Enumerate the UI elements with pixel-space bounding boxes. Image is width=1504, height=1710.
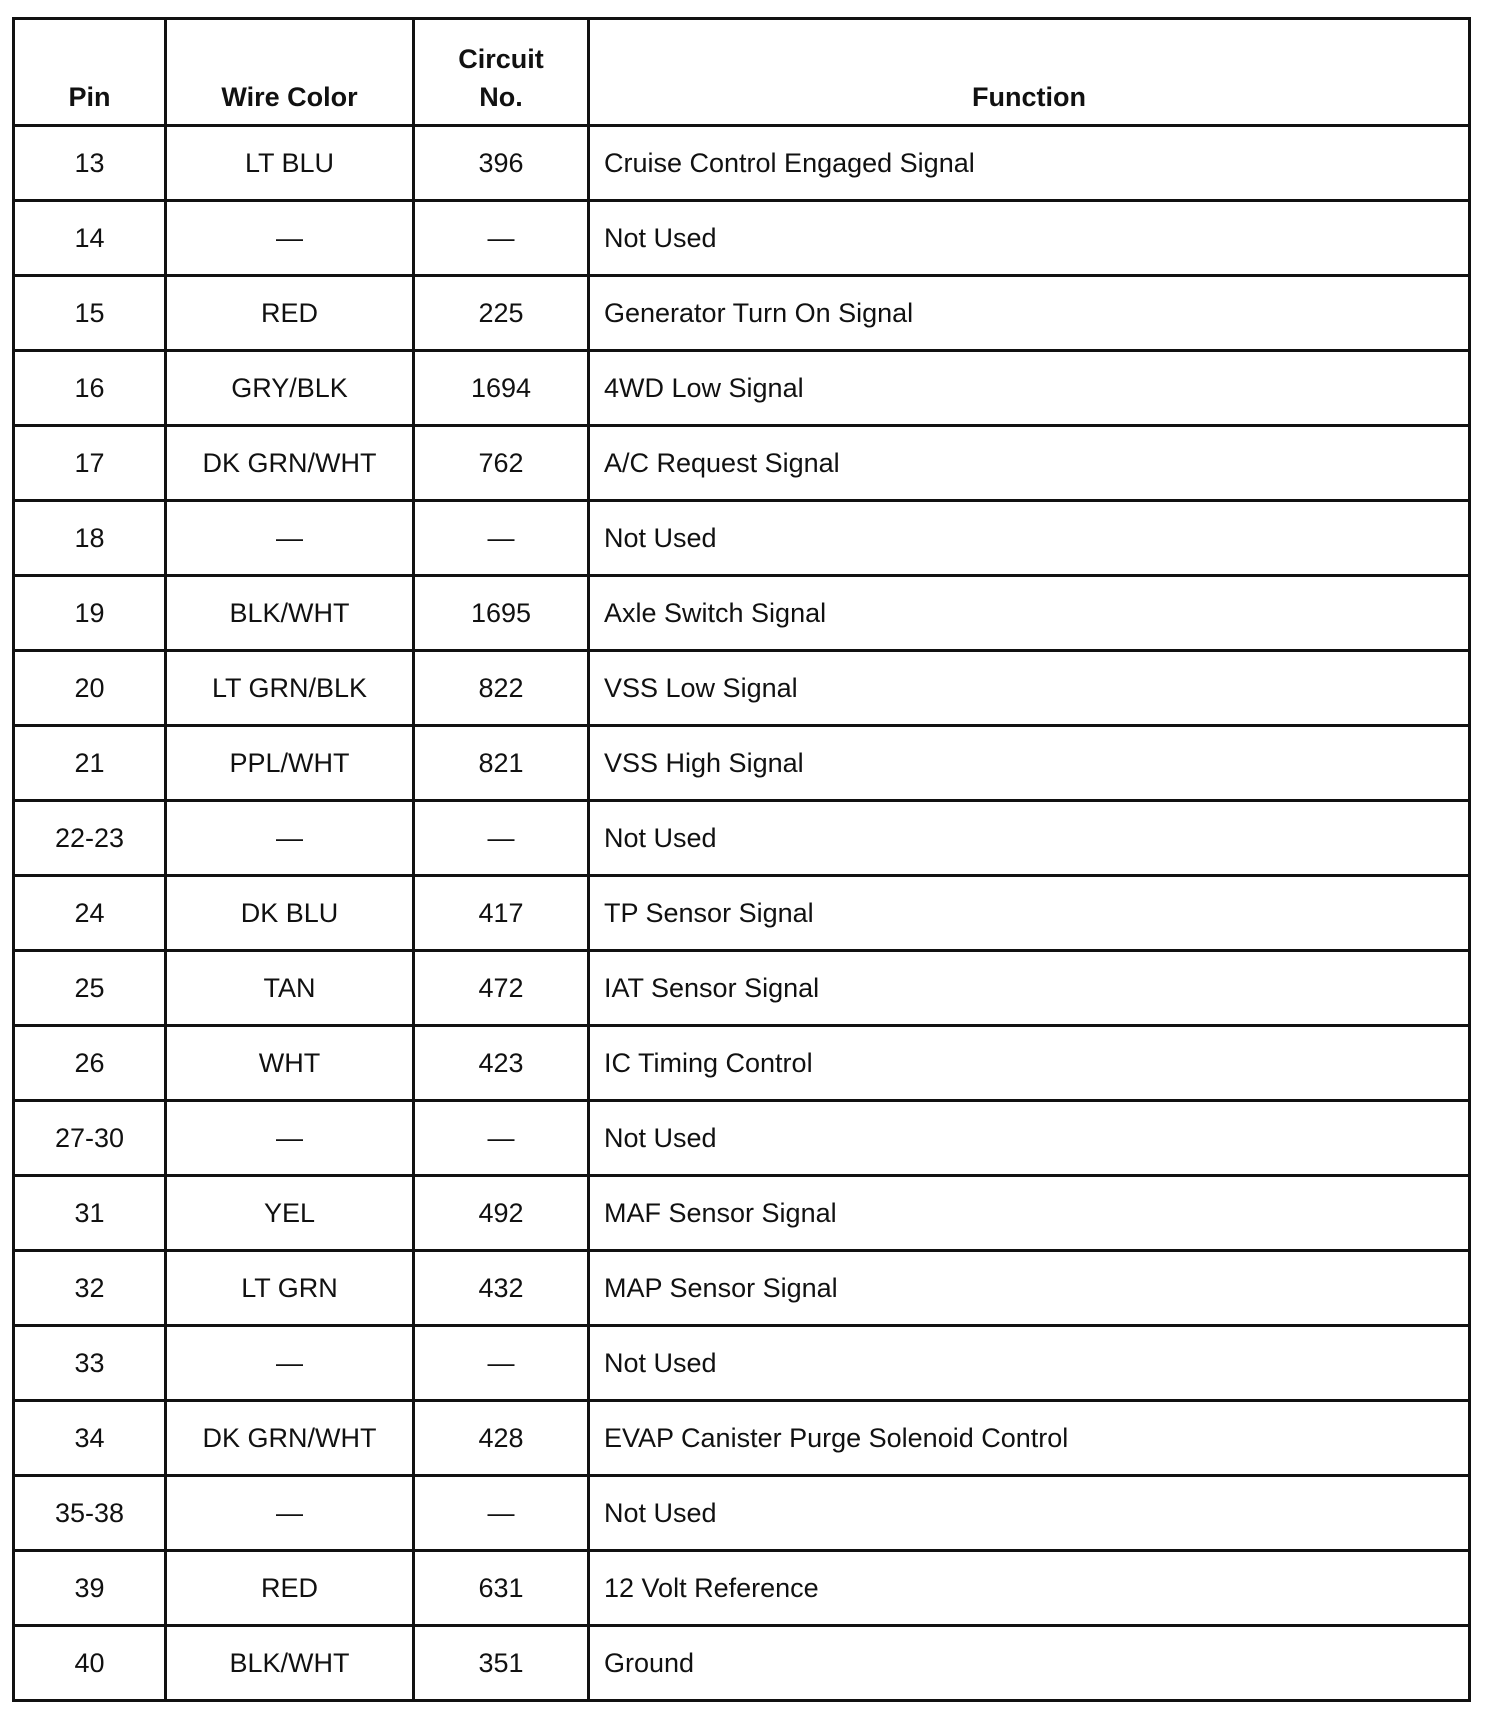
cell-wire-color: GRY/BLK <box>166 351 414 426</box>
cell-pin: 35-38 <box>14 1476 166 1551</box>
table-row <box>14 201 1470 276</box>
cell-wire-color: — <box>166 1101 414 1176</box>
cell-function: A/C Request Signal <box>589 426 1470 501</box>
cell-pin: 27-30 <box>14 1101 166 1176</box>
cell-wire-color: YEL <box>166 1176 414 1251</box>
table-row <box>14 726 1470 801</box>
cell-pin: 13 <box>14 126 166 201</box>
cell-wire-color: DK GRN/WHT <box>166 426 414 501</box>
cell-function: Not Used <box>589 801 1470 876</box>
cell-wire-color: — <box>166 801 414 876</box>
cell-pin: 20 <box>14 651 166 726</box>
cell-wire-color: PPL/WHT <box>166 726 414 801</box>
table-row <box>14 1251 1470 1326</box>
cell-wire-color: BLK/WHT <box>166 1626 414 1701</box>
cell-circuit-no: — <box>414 1476 589 1551</box>
cell-wire-color: — <box>166 1326 414 1401</box>
cell-circuit-no: 1695 <box>414 576 589 651</box>
cell-circuit-no: 417 <box>414 876 589 951</box>
cell-wire-color: DK GRN/WHT <box>166 1401 414 1476</box>
cell-pin: 32 <box>14 1251 166 1326</box>
cell-function: Not Used <box>589 201 1470 276</box>
cell-function: Ground <box>589 1626 1470 1701</box>
cell-function: 4WD Low Signal <box>589 351 1470 426</box>
cell-circuit-no: 762 <box>414 426 589 501</box>
cell-circuit-no: 492 <box>414 1176 589 1251</box>
cell-function: EVAP Canister Purge Solenoid Control <box>589 1401 1470 1476</box>
table-row <box>14 651 1470 726</box>
cell-circuit-no: 631 <box>414 1551 589 1626</box>
pin-function-table <box>12 17 1471 1702</box>
cell-wire-color: LT GRN/BLK <box>166 651 414 726</box>
table-row <box>14 1176 1470 1251</box>
cell-function: Cruise Control Engaged Signal <box>589 126 1470 201</box>
cell-wire-color: LT BLU <box>166 126 414 201</box>
cell-function: Not Used <box>589 1101 1470 1176</box>
cell-pin: 31 <box>14 1176 166 1251</box>
cell-pin: 40 <box>14 1626 166 1701</box>
table-row <box>14 426 1470 501</box>
cell-pin: 33 <box>14 1326 166 1401</box>
header-wire-color: Wire Color <box>166 19 414 126</box>
cell-function: MAP Sensor Signal <box>589 1251 1470 1326</box>
cell-function: VSS Low Signal <box>589 651 1470 726</box>
table-row <box>14 351 1470 426</box>
cell-function: IC Timing Control <box>589 1026 1470 1101</box>
cell-function: Axle Switch Signal <box>589 576 1470 651</box>
cell-function: Generator Turn On Signal <box>589 276 1470 351</box>
cell-pin: 19 <box>14 576 166 651</box>
cell-circuit-no: — <box>414 201 589 276</box>
table-row <box>14 276 1470 351</box>
table-row <box>14 501 1470 576</box>
cell-pin: 34 <box>14 1401 166 1476</box>
cell-pin: 39 <box>14 1551 166 1626</box>
cell-pin: 15 <box>14 276 166 351</box>
cell-wire-color: RED <box>166 276 414 351</box>
table-row <box>14 1026 1470 1101</box>
cell-pin: 25 <box>14 951 166 1026</box>
cell-function: Not Used <box>589 501 1470 576</box>
header-circuit-no <box>414 19 589 126</box>
cell-circuit-no: — <box>414 501 589 576</box>
cell-wire-color: RED <box>166 1551 414 1626</box>
header-circuit-line2: No. <box>479 82 523 112</box>
table-row <box>14 801 1470 876</box>
table-row <box>14 1326 1470 1401</box>
table-row <box>14 1476 1470 1551</box>
cell-pin: 24 <box>14 876 166 951</box>
table-header <box>14 19 1470 126</box>
cell-pin: 26 <box>14 1026 166 1101</box>
cell-function: Not Used <box>589 1476 1470 1551</box>
table-row <box>14 951 1470 1026</box>
cell-function: TP Sensor Signal <box>589 876 1470 951</box>
cell-function: VSS High Signal <box>589 726 1470 801</box>
cell-pin: 17 <box>14 426 166 501</box>
cell-circuit-no: — <box>414 801 589 876</box>
cell-function: IAT Sensor Signal <box>589 951 1470 1026</box>
cell-wire-color: — <box>166 1476 414 1551</box>
cell-circuit-no: 822 <box>414 651 589 726</box>
table-body <box>14 126 1470 1701</box>
table-row <box>14 1626 1470 1701</box>
cell-pin: 14 <box>14 201 166 276</box>
cell-circuit-no: 1694 <box>414 351 589 426</box>
cell-circuit-no: 225 <box>414 276 589 351</box>
cell-circuit-no: 472 <box>414 951 589 1026</box>
cell-wire-color: — <box>166 501 414 576</box>
table-row <box>14 1101 1470 1176</box>
cell-circuit-no: 396 <box>414 126 589 201</box>
cell-circuit-no: 423 <box>414 1026 589 1101</box>
cell-pin: 22-23 <box>14 801 166 876</box>
cell-function: MAF Sensor Signal <box>589 1176 1470 1251</box>
cell-pin: 16 <box>14 351 166 426</box>
cell-wire-color: — <box>166 201 414 276</box>
cell-circuit-no: 821 <box>414 726 589 801</box>
table-row <box>14 1551 1470 1626</box>
header-pin: Pin <box>14 19 166 126</box>
cell-circuit-no: 432 <box>414 1251 589 1326</box>
table-row <box>14 576 1470 651</box>
cell-circuit-no: 428 <box>414 1401 589 1476</box>
table-row <box>14 126 1470 201</box>
cell-wire-color: TAN <box>166 951 414 1026</box>
cell-circuit-no: 351 <box>414 1626 589 1701</box>
cell-circuit-no: — <box>414 1326 589 1401</box>
header-circuit-line1: Circuit <box>458 44 544 74</box>
table-row <box>14 876 1470 951</box>
header-row <box>14 19 1470 126</box>
cell-circuit-no: — <box>414 1101 589 1176</box>
cell-pin: 21 <box>14 726 166 801</box>
cell-wire-color: LT GRN <box>166 1251 414 1326</box>
cell-wire-color: WHT <box>166 1026 414 1101</box>
cell-function: Not Used <box>589 1326 1470 1401</box>
cell-wire-color: BLK/WHT <box>166 576 414 651</box>
cell-pin: 18 <box>14 501 166 576</box>
table-row <box>14 1401 1470 1476</box>
cell-wire-color: DK BLU <box>166 876 414 951</box>
header-function: Function <box>589 19 1470 126</box>
cell-function: 12 Volt Reference <box>589 1551 1470 1626</box>
